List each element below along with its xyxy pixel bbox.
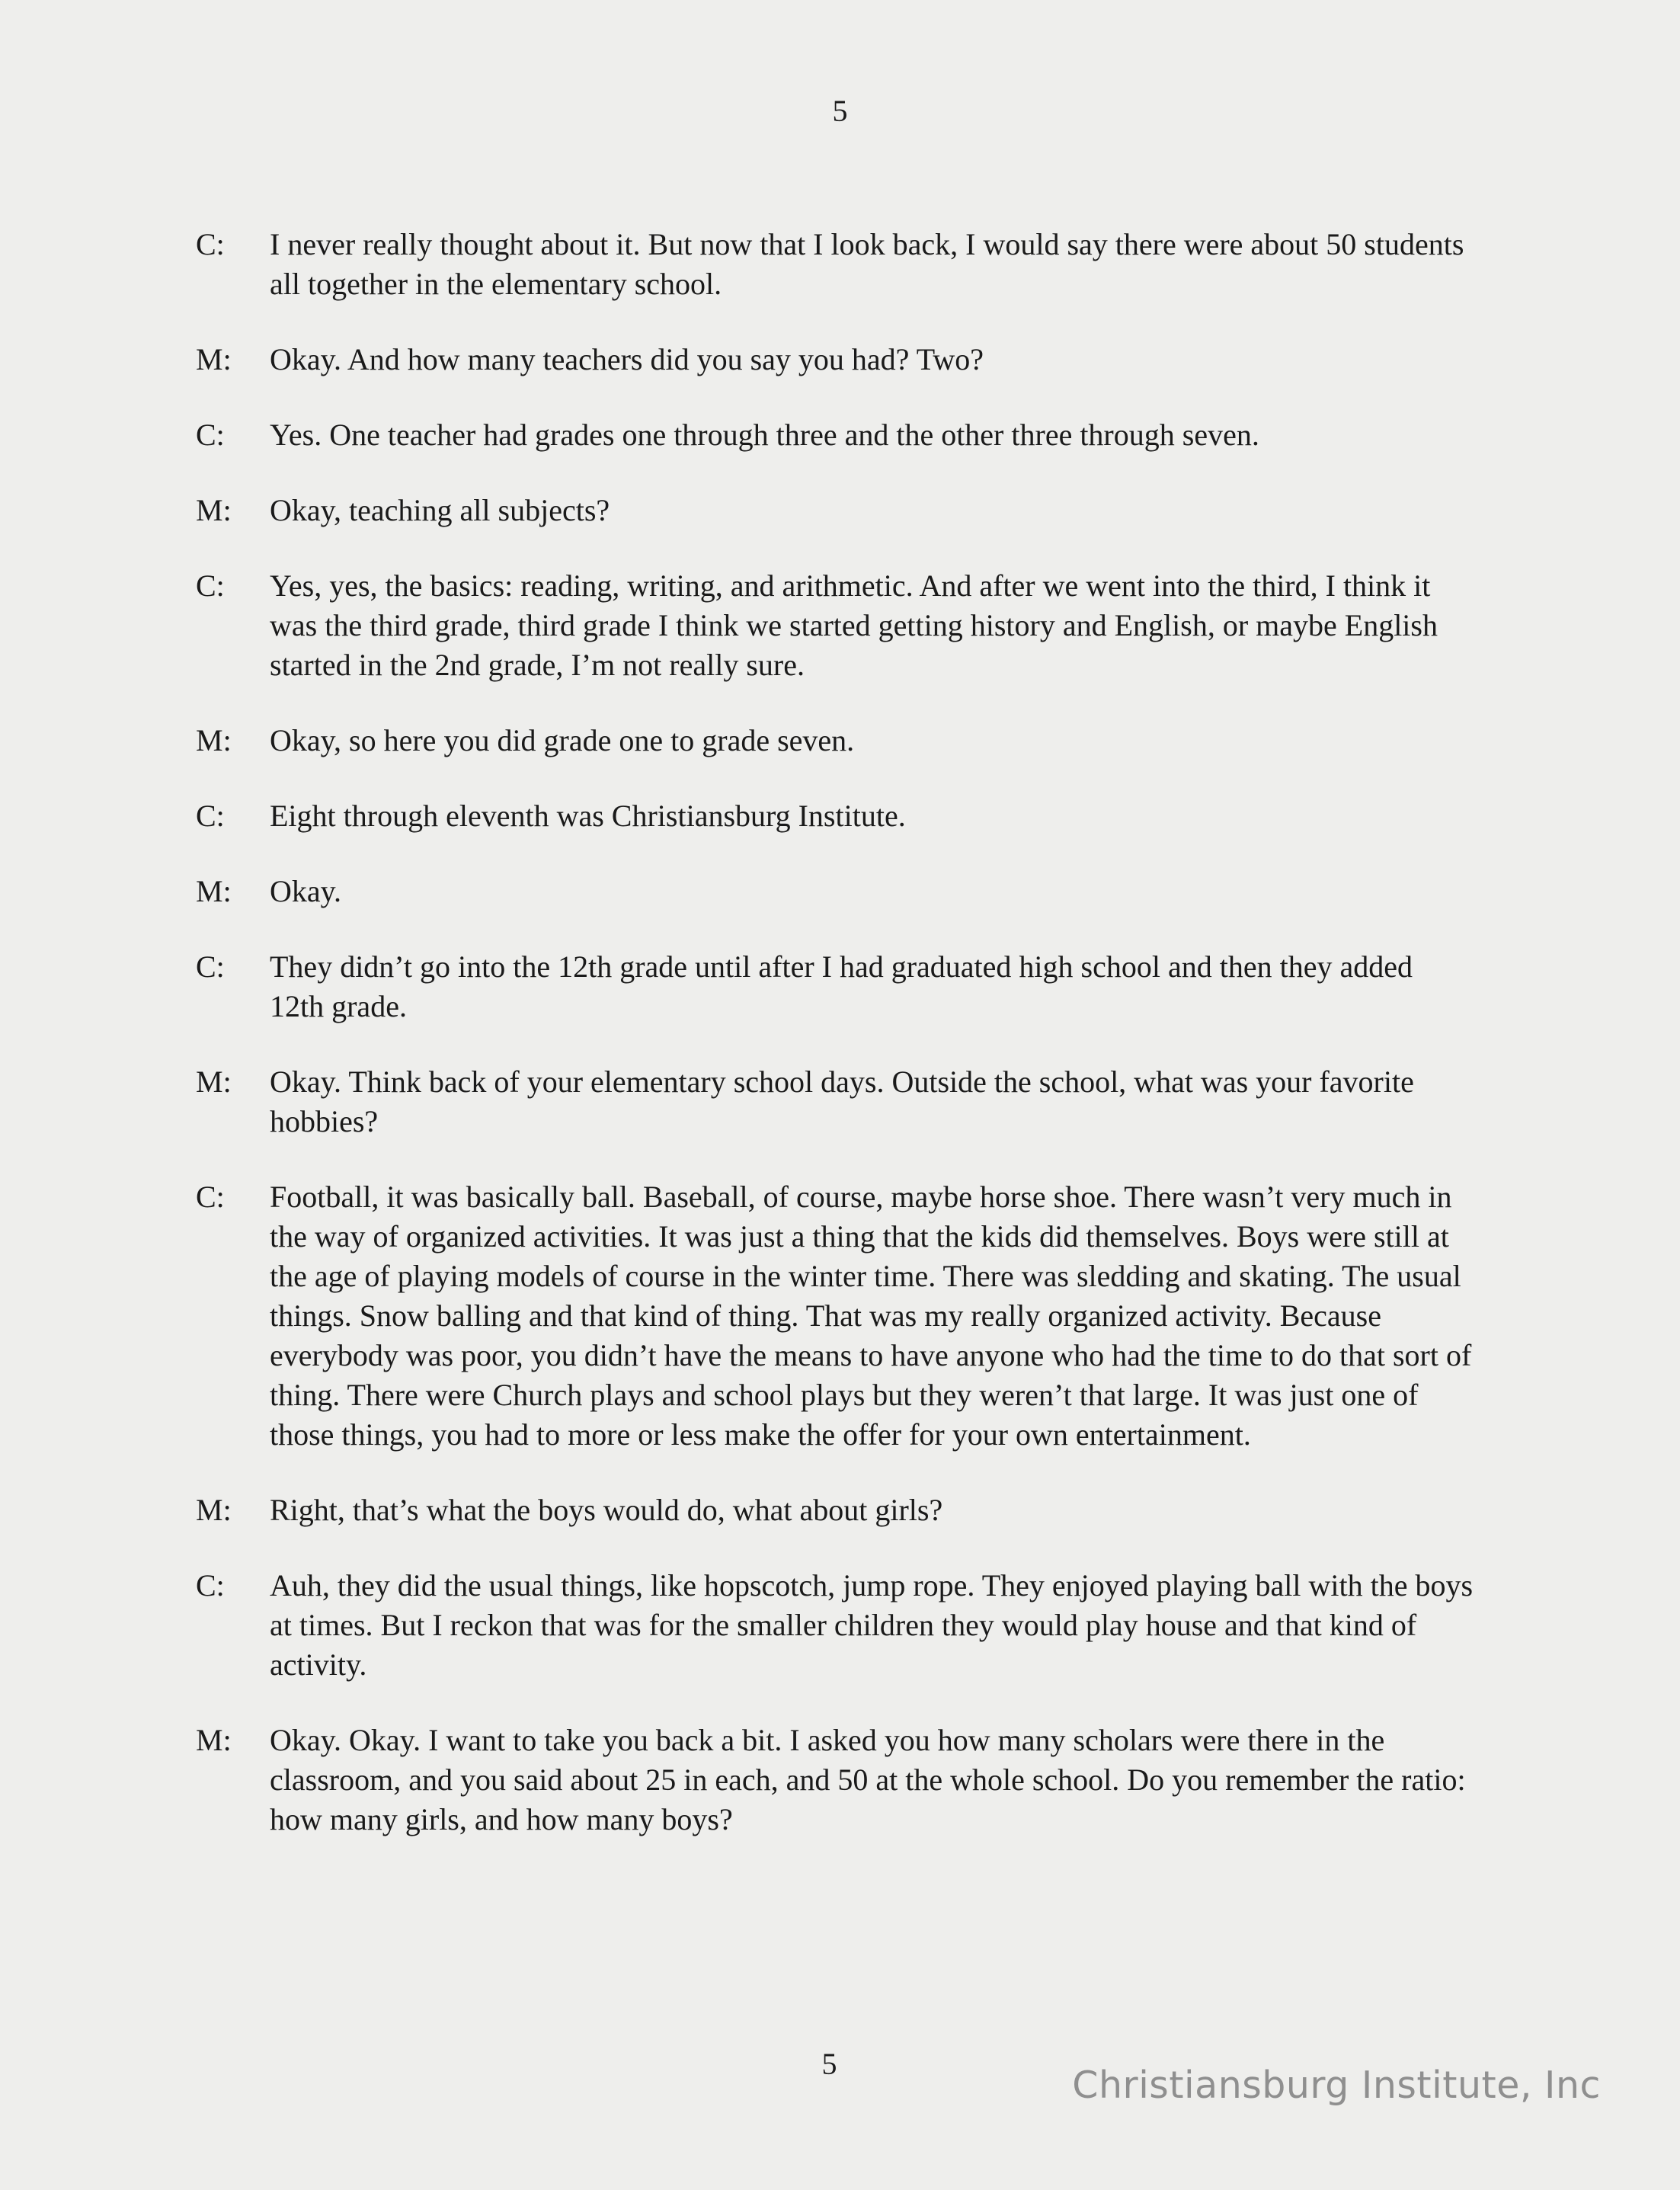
speech-text: Okay, teaching all subjects? — [270, 493, 610, 527]
transcript-entry — [196, 721, 1491, 760]
speech-text: Yes. One teacher had grades one through three and the other three through seven. — [270, 418, 1259, 452]
transcript-entry — [196, 796, 1491, 836]
speaker-label: M: — [196, 1065, 232, 1099]
speaker-label: M: — [196, 1493, 232, 1527]
speaker-label: M: — [196, 723, 232, 757]
speaker-label: C: — [196, 568, 225, 603]
speech-text: Eight through eleventh was Christiansburg Institute. — [270, 799, 906, 833]
speaker-label: C: — [196, 418, 225, 452]
speaker-label: C: — [196, 949, 225, 984]
interview-transcript — [196, 225, 1491, 1875]
transcript-entry — [196, 872, 1491, 911]
speaker-label: C: — [196, 799, 225, 833]
speech-text: Yes, yes, the basics: reading, writing, and arithmetic. And after we went into the third, I think it was the third grade, third grade I think we started getting history and English, or maybe English started in the 2nd grade, I’m not really sure. — [270, 568, 1438, 682]
page-number-top: 5 — [832, 94, 848, 128]
transcript-entry — [196, 1566, 1491, 1685]
speech-text: Okay, so here you did grade one to grade seven. — [270, 723, 855, 757]
speech-text: Okay. Okay. I want to take you back a bit. I asked you how many scholars were there in the classroom, and you said about 25 in each, and 50 at the whole school. Do you remember the ratio: how many girls, and how many boys? — [270, 1723, 1466, 1836]
transcript-entry — [196, 947, 1491, 1026]
transcript-entry — [196, 491, 1491, 530]
speech-text: Okay. Think back of your elementary school days. Outside the school, what was your favorite hobbies? — [270, 1065, 1414, 1138]
transcript-entry — [196, 1177, 1491, 1455]
speech-text: Okay. And how many teachers did you say you had? Two? — [270, 342, 984, 376]
speaker-label: M: — [196, 1723, 232, 1757]
speaker-label: M: — [196, 342, 232, 376]
watermark-text: Christiansburg Institute, Inc — [1072, 2064, 1601, 2107]
speech-text: They didn’t go into the 12th grade until after I had graduated high school and then they added 12th grade. — [270, 949, 1413, 1023]
speech-text: Right, that’s what the boys would do, what about girls? — [270, 1493, 943, 1527]
speaker-label: M: — [196, 493, 232, 527]
transcript-entry — [196, 415, 1491, 455]
page-number-bottom: 5 — [821, 2047, 837, 2081]
transcript-entry — [196, 340, 1491, 379]
speech-text: Football, it was basically ball. Baseball, of course, maybe horse shoe. There wasn’t very much in the way of organized activities. It was just a thing that the kids did themselves. Boys were still at the age of playing models of course in the winter time. There was sledding and skating. The usual things. Snow balling and that kind of thing. That was my really organized activity. Because everybody was poor, you didn’t have the means to have anyone who had the time to do that sort of thing. There were Church plays and school plays but they weren’t that large. It was just one of those things, you had to more or less make the offer for your own entertainment. — [270, 1180, 1472, 1452]
speaker-label: C: — [196, 1568, 225, 1602]
speaker-label: C: — [196, 227, 225, 261]
transcript-entry — [196, 566, 1491, 685]
transcript-entry — [196, 1062, 1491, 1141]
transcript-entry — [196, 1490, 1491, 1530]
speech-text: Auh, they did the usual things, like hopscotch, jump rope. They enjoyed playing ball with the boys at times. But I reckon that was for the smaller children they would play house and that kind of activity. — [270, 1568, 1474, 1682]
speech-text: I never really thought about it. But now that I look back, I would say there were about 50 students all together in the elementary school. — [270, 227, 1464, 301]
speaker-label: M: — [196, 874, 232, 908]
transcript-entry — [196, 225, 1491, 304]
speech-text: Okay. — [270, 874, 342, 908]
transcript-entry — [196, 1721, 1491, 1839]
speaker-label: C: — [196, 1180, 225, 1214]
